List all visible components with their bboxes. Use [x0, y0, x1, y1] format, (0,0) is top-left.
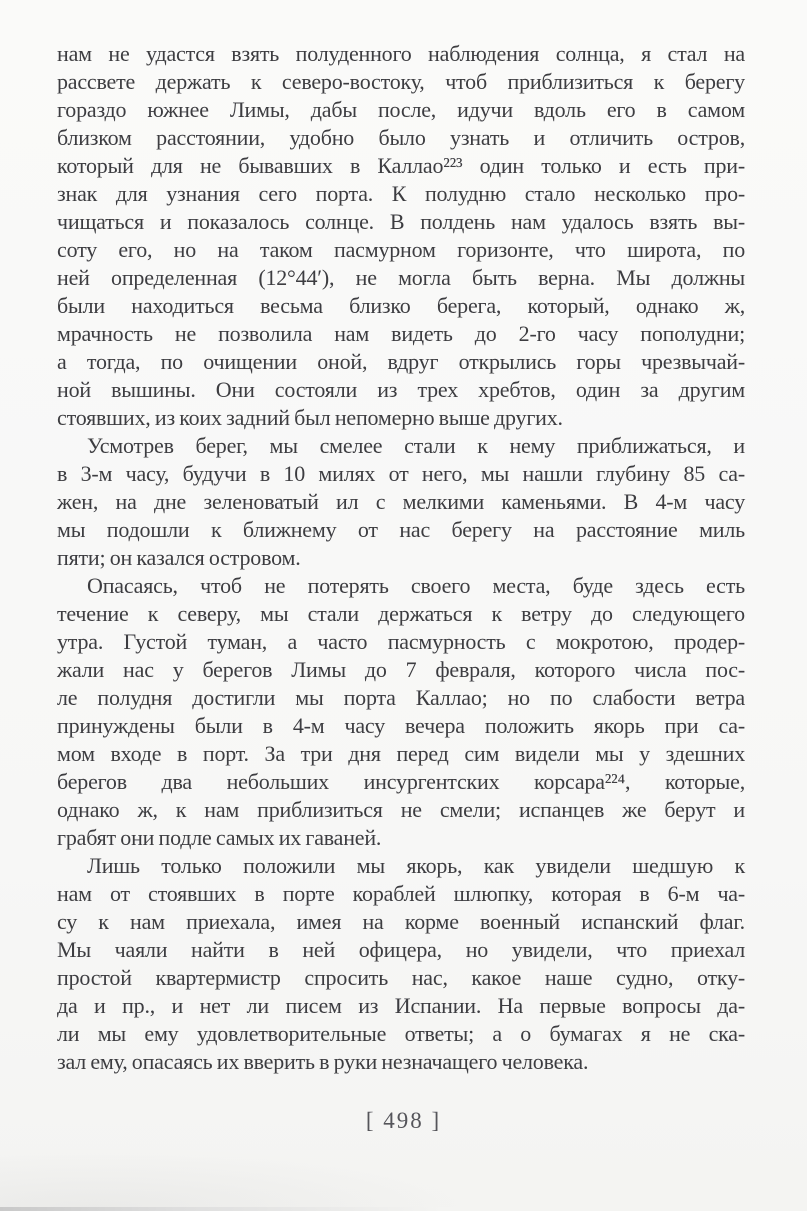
- text-line: принуждены были в 4-м часу вечера положить якорь при са-: [57, 713, 745, 738]
- text-line: а тогда, по очищении оной, вдруг открылись горы чрезвычай-: [57, 349, 745, 374]
- text-line: в 3-м часу, будучи в 10 милях от него, мы нашли глубину 85 са-: [57, 461, 745, 486]
- text-line: знак для узнания сего порта. К полудню стало несколько про-: [57, 181, 745, 206]
- paragraph: [57, 572, 745, 852]
- text-line: близком расстоянии, удобно было узнать и отличить остров,: [57, 125, 745, 150]
- text-line: ной вышины. Они состояли из трех хребтов, один за другим: [57, 377, 745, 402]
- text-line: однако ж, к нам приблизиться не смели; испанцев же берут и: [57, 797, 745, 822]
- text-line: грабят они подле самых их гаваней.: [57, 825, 382, 850]
- text-line: течение к северу, мы стали держаться к ветру до следующего: [57, 601, 745, 626]
- page-number: [ 498 ]: [365, 1108, 442, 1133]
- scan-corner-smudge: [0, 1147, 480, 1207]
- text-line: ле полудня достигли мы порта Каллао; но по слабости ветра: [57, 685, 745, 710]
- text-line: Мы чаяли найти в ней офицера, но увидели, что приехал: [57, 937, 745, 962]
- text-line: гораздо южнее Лимы, дабы после, идучи вдоль его в самом: [57, 97, 745, 122]
- text-line: пяти; он казался островом.: [57, 545, 301, 570]
- page-footer: [0, 1108, 807, 1134]
- text-line: Лишь только положили мы якорь, как увидели шедшую к: [87, 853, 745, 878]
- text-line: простой квартермистр спросить нас, какое наше судно, отку-: [57, 965, 745, 990]
- text-line: нам от стоявших в порте кораблей шлюпку, которая в 6-м ча-: [57, 881, 745, 906]
- text-line: чищаться и показалось солнце. В полдень нам удалось взять вы-: [57, 209, 745, 234]
- text-line: рассвете держать к северо-востоку, чтоб приблизиться к берегу: [57, 69, 745, 94]
- text-line: мы подошли к ближнему от нас берегу на расстояние миль: [57, 517, 745, 542]
- text-line: су к нам приехала, имея на корме военный испанский флаг.: [57, 909, 745, 934]
- text-line: были находиться весьма близко берега, который, однако ж,: [57, 293, 745, 318]
- text-line: зал ему, опасаясь их вверить в руки незначащего человека.: [57, 1049, 589, 1074]
- paragraph: [57, 40, 745, 432]
- text-line: нам не удастся взять полуденного наблюдения солнца, я стал на: [57, 41, 745, 66]
- text-line: мом входе в порт. За три дня перед сим видели мы у здешних: [57, 741, 745, 766]
- text-line: берегов два небольших инсургентских корсара²²⁴, которые,: [57, 769, 745, 794]
- paragraph: [57, 852, 745, 1076]
- text-line: ли мы ему удовлетворительные ответы; а о бумагах я не ска-: [57, 1021, 745, 1046]
- text-line: Усмотрев берег, мы смелее стали к нему приближаться, и: [87, 433, 745, 458]
- text-line: утра. Густой туман, а часто пасмурность с мокротою, продер-: [57, 629, 745, 654]
- text-block: [57, 40, 745, 1076]
- text-line: стоявших, из коих задний был непомерно выше других.: [57, 405, 563, 430]
- text-line: мрачность не позволила нам видеть до 2-го часу пополудни;: [57, 321, 745, 346]
- paragraph: [57, 432, 745, 572]
- scan-edge-shadow: [0, 1207, 444, 1211]
- text-line: жали нас у берегов Лимы до 7 февраля, которого числа пос-: [57, 657, 745, 682]
- text-line: жен, на дне зеленоватый ил с мелкими каменьями. В 4-м часу: [57, 489, 745, 514]
- text-line: Опасаясь, чтоб не потерять своего места, буде здесь есть: [87, 573, 745, 598]
- text-line: да и пр., и нет ли писем из Испании. На первые вопросы да-: [57, 993, 745, 1018]
- text-line: ней определенная (12°44′), не могла быть верна. Мы должны: [57, 265, 745, 290]
- text-line: соту его, но на таком пасмурном горизонте, что широта, по: [57, 237, 745, 262]
- text-line: который для не бывавших в Каллао²²³ один только и есть при-: [57, 153, 745, 178]
